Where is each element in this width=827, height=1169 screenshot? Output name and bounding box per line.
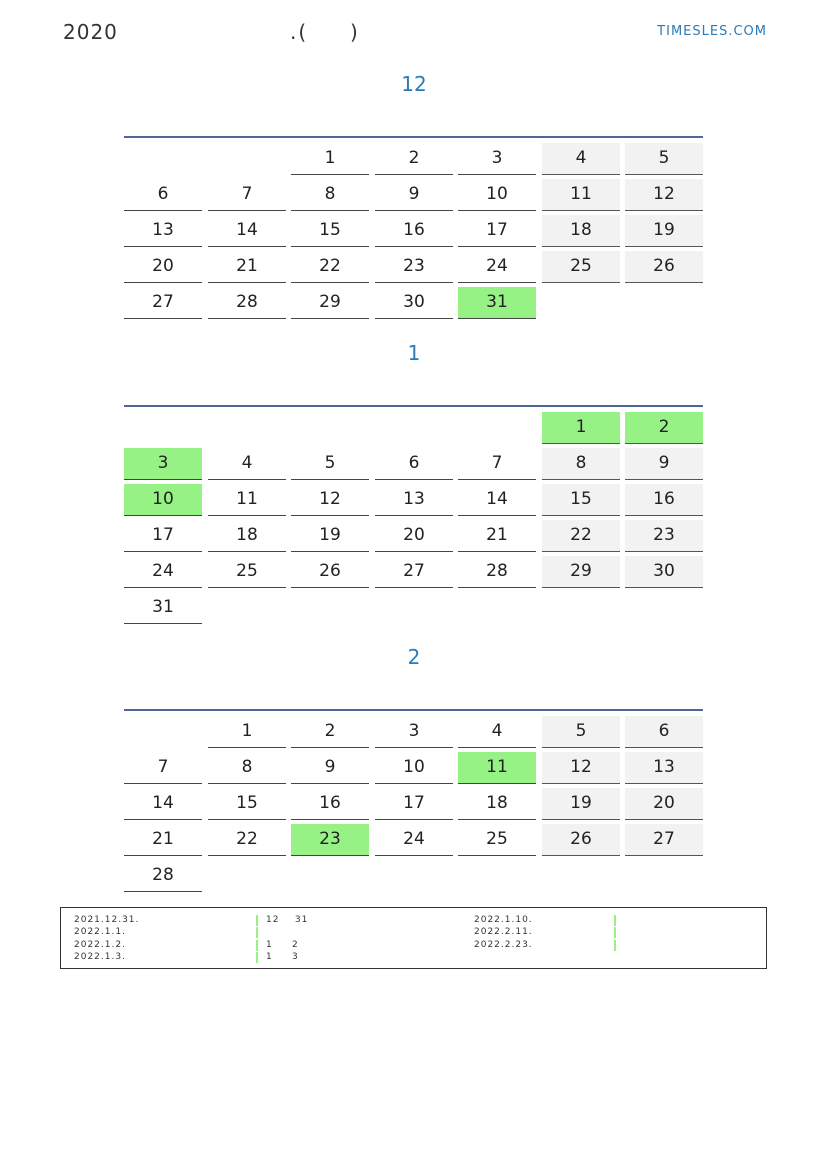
holiday-legend bbox=[60, 907, 767, 969]
day-cell: 29 bbox=[291, 287, 369, 319]
day-cell: 2 bbox=[375, 143, 453, 175]
day-cell: 9 bbox=[375, 179, 453, 211]
day-cell: 19 bbox=[542, 788, 620, 820]
day-cell: 19 bbox=[291, 520, 369, 552]
day-cell: 7 bbox=[458, 448, 536, 480]
holiday-color-marker bbox=[256, 927, 258, 938]
day-cell: 20 bbox=[124, 251, 202, 283]
day-cell: 5 bbox=[291, 448, 369, 480]
day-cell: 2 bbox=[625, 412, 703, 444]
day-cell: 7 bbox=[124, 752, 202, 784]
day-cell: 22 bbox=[291, 251, 369, 283]
day-cell: 1 bbox=[542, 412, 620, 444]
day-cell: 20 bbox=[625, 788, 703, 820]
day-cell: 29 bbox=[542, 556, 620, 588]
day-cell: 6 bbox=[124, 179, 202, 211]
day-cell: 30 bbox=[625, 556, 703, 588]
legend-date: 2022.1.1. bbox=[74, 927, 126, 938]
day-cell: 12 bbox=[542, 752, 620, 784]
day-cell: 15 bbox=[542, 484, 620, 516]
day-cell: 17 bbox=[375, 788, 453, 820]
day-cell: 24 bbox=[375, 824, 453, 856]
day-cell: 26 bbox=[625, 251, 703, 283]
legend-note: 12 31 bbox=[266, 915, 309, 925]
day-cell: 2 bbox=[291, 716, 369, 748]
day-cell: 11 bbox=[208, 484, 286, 516]
day-cell: 11 bbox=[458, 752, 536, 784]
legend-date: 2021.12.31. bbox=[74, 915, 140, 925]
day-cell: 10 bbox=[458, 179, 536, 211]
legend-date: 2022.2.23. bbox=[474, 939, 533, 950]
day-cell: 31 bbox=[458, 287, 536, 319]
day-cell: 26 bbox=[542, 824, 620, 856]
day-cell: 16 bbox=[291, 788, 369, 820]
day-cell: 24 bbox=[458, 251, 536, 283]
day-cell: 14 bbox=[124, 788, 202, 820]
day-cell: 28 bbox=[208, 287, 286, 319]
day-cell: 3 bbox=[458, 143, 536, 175]
page-header bbox=[0, 0, 827, 60]
month-title: 12 bbox=[401, 72, 427, 96]
day-cell: 18 bbox=[458, 788, 536, 820]
day-cell: 31 bbox=[124, 592, 202, 624]
day-cell: 10 bbox=[375, 752, 453, 784]
month-rule bbox=[124, 405, 703, 407]
day-cell: 4 bbox=[542, 143, 620, 175]
day-cell: 21 bbox=[458, 520, 536, 552]
day-cell: 27 bbox=[124, 287, 202, 319]
day-cell: 17 bbox=[124, 520, 202, 552]
day-cell: 25 bbox=[458, 824, 536, 856]
day-cell: 27 bbox=[375, 556, 453, 588]
day-cell: 13 bbox=[625, 752, 703, 784]
day-cell: 25 bbox=[208, 556, 286, 588]
day-cell: 25 bbox=[542, 251, 620, 283]
site-link[interactable]: TIMESLES.COM bbox=[657, 24, 767, 39]
legend-note: 1 2 bbox=[266, 939, 299, 950]
month-rule bbox=[124, 709, 703, 711]
day-cell: 22 bbox=[208, 824, 286, 856]
day-cell: 8 bbox=[208, 752, 286, 784]
day-cell: 20 bbox=[375, 520, 453, 552]
day-cell: 1 bbox=[208, 716, 286, 748]
day-cell: 4 bbox=[458, 716, 536, 748]
day-cell: 12 bbox=[625, 179, 703, 211]
day-cell: 7 bbox=[208, 179, 286, 211]
holiday-color-marker bbox=[614, 940, 616, 951]
day-cell: 30 bbox=[375, 287, 453, 319]
month-rule bbox=[124, 136, 703, 138]
day-cell: 16 bbox=[625, 484, 703, 516]
day-cell: 8 bbox=[291, 179, 369, 211]
year-label: 2020 bbox=[63, 20, 118, 44]
day-cell: 21 bbox=[124, 824, 202, 856]
day-cell: 23 bbox=[625, 520, 703, 552]
document-title: .( ) bbox=[290, 20, 360, 44]
holiday-color-marker bbox=[256, 940, 258, 951]
day-cell: 26 bbox=[291, 556, 369, 588]
day-cell: 9 bbox=[625, 448, 703, 480]
day-cell: 3 bbox=[124, 448, 202, 480]
month-title: 2 bbox=[407, 645, 421, 669]
holiday-color-marker bbox=[614, 915, 616, 926]
day-cell: 23 bbox=[291, 824, 369, 856]
holiday-color-marker bbox=[256, 915, 258, 926]
holiday-color-marker bbox=[256, 952, 258, 963]
day-cell: 22 bbox=[542, 520, 620, 552]
day-cell: 13 bbox=[375, 484, 453, 516]
day-cell: 14 bbox=[208, 215, 286, 247]
legend-note: 1 3 bbox=[266, 951, 299, 962]
day-cell: 6 bbox=[625, 716, 703, 748]
legend-date: 2022.1.3. bbox=[74, 951, 126, 962]
holiday-color-marker bbox=[614, 927, 616, 938]
day-cell: 11 bbox=[542, 179, 620, 211]
legend-date: 2022.1.10. bbox=[474, 915, 533, 925]
day-cell: 4 bbox=[208, 448, 286, 480]
day-cell: 28 bbox=[124, 860, 202, 892]
day-cell: 5 bbox=[625, 143, 703, 175]
day-cell: 8 bbox=[542, 448, 620, 480]
day-cell: 5 bbox=[542, 716, 620, 748]
day-cell: 14 bbox=[458, 484, 536, 516]
legend-date: 2022.1.2. bbox=[74, 939, 126, 950]
day-cell: 1 bbox=[291, 143, 369, 175]
day-cell: 16 bbox=[375, 215, 453, 247]
day-cell: 18 bbox=[542, 215, 620, 247]
day-cell: 19 bbox=[625, 215, 703, 247]
day-cell: 12 bbox=[291, 484, 369, 516]
day-cell: 18 bbox=[208, 520, 286, 552]
day-cell: 6 bbox=[375, 448, 453, 480]
day-cell: 28 bbox=[458, 556, 536, 588]
day-cell: 21 bbox=[208, 251, 286, 283]
day-cell: 17 bbox=[458, 215, 536, 247]
day-cell: 15 bbox=[208, 788, 286, 820]
legend-date: 2022.2.11. bbox=[474, 927, 533, 938]
day-cell: 9 bbox=[291, 752, 369, 784]
day-cell: 15 bbox=[291, 215, 369, 247]
day-cell: 27 bbox=[625, 824, 703, 856]
day-cell: 13 bbox=[124, 215, 202, 247]
month-title: 1 bbox=[407, 341, 421, 365]
day-cell: 24 bbox=[124, 556, 202, 588]
day-cell: 23 bbox=[375, 251, 453, 283]
day-cell: 10 bbox=[124, 484, 202, 516]
day-cell: 3 bbox=[375, 716, 453, 748]
